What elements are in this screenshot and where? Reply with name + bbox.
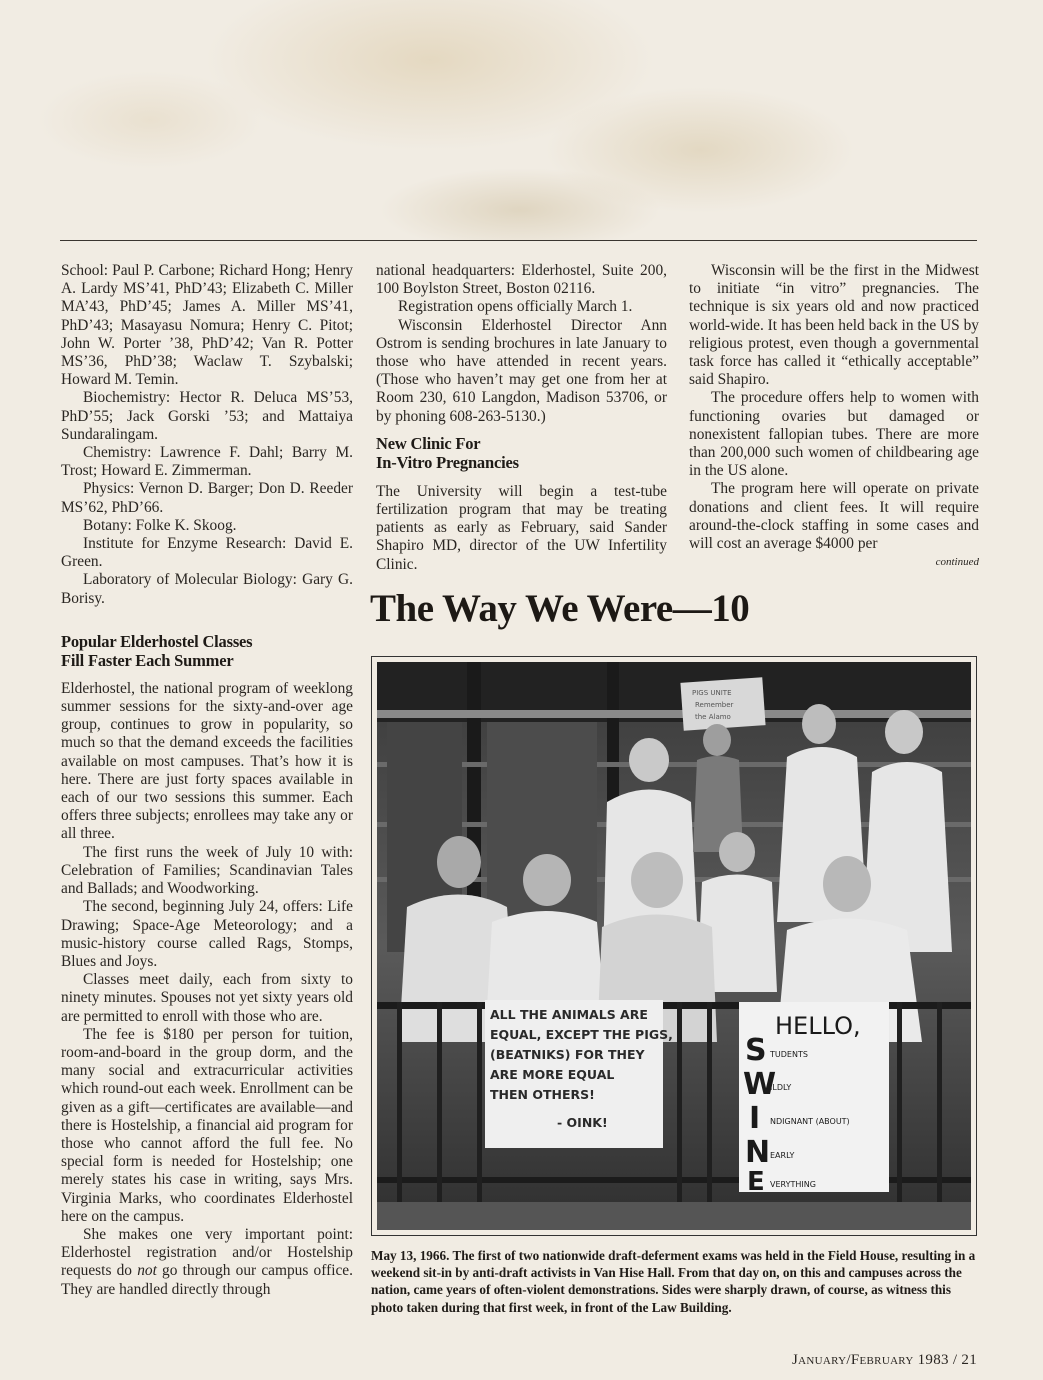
right-sign-letter-s: S — [745, 1033, 767, 1068]
continued-label: continued — [935, 556, 979, 569]
clinic-subhead — [376, 434, 667, 473]
faculty-list-botany: Botany: Folke K. Skoog. — [83, 516, 237, 534]
left-sign-line-3: (BEATNIKS) FOR THEY — [490, 1047, 645, 1062]
clinic-subhead-line2: In-Vitro Pregnancies — [376, 453, 519, 473]
registration-note: Registration opens officially March 1. — [398, 298, 633, 316]
ostrom-para: Wisconsin Elderhostel Director Ann Ostrom is sending brochures in late January to those who have attended in recent years. (Those who haven’t may get one from her at Room 230, 610 Langdon, Madison 53706, or by phoning 608-263-5130.) — [376, 316, 667, 425]
top-rule — [60, 240, 977, 241]
elderhostel-subhead — [61, 632, 353, 671]
faculty-list-molecular-biology: Laboratory of Molecular Biology: Gary G. Borisy. — [61, 571, 353, 607]
page-folio: January/February 1983 / 21 — [792, 1352, 977, 1368]
right-sign-word-4: EARLY — [770, 1151, 795, 1160]
right-sign-letter-w: W — [743, 1067, 777, 1102]
column-1 — [61, 262, 353, 1299]
faculty-list-biochemistry: Biochemistry: Hector R. Deluca MS’53, PhD’55; Jack Gorski ’53; and Mattaiya Sundaralingam. — [61, 389, 353, 443]
photo-caption: May 13, 1966. The first of two nationwide draft-deferment exams was held in the Field House, resulting in a weekend sit-in by anti-draft activists in Van Hise Hall. From that day on, on this and campuses across the nation, came years of often-violent demonstrations. Sides were sharply drawn, of course, as witness this photo taken during that first week, in front of the Law Building. — [371, 1248, 976, 1315]
protest-photo — [377, 662, 971, 1230]
elderhostel-para-6 — [61, 1226, 353, 1299]
faculty-list-chemistry: Chemistry: Lawrence F. Dahl; Barry M. Trost; Howard E. Zimmerman. — [61, 444, 353, 480]
left-sign-line-2: EQUAL, EXCEPT THE PIGS, — [490, 1027, 673, 1042]
elderhostel-subhead-line2: Fill Faster Each Summer — [61, 651, 234, 671]
elderhostel-para-5: The fee is $180 per person for tuition, room-and-board in the group dorm, and the many social and extracurricular activities which round-out each week. Enrollment can be given as a gift—certificates are available—and there is Hostelship, a financial aid program for those who cannot afford the full fee. No special form is needed for Hostelship; one merely states his case in writing, says Mrs. Virginia Marks, who coordinates Elderhostel here on the campus. — [61, 1025, 353, 1225]
para-6-part-a: She makes one very important point: Elderhostel registration and/or Hostelship requests do — [61, 1225, 353, 1280]
back-sign-text-2: Remember — [695, 701, 734, 709]
clinic-para-4: The program here will operate on private donations and client fees. It will require around-the-clock staffing in some cases and will cost an average $4000 per — [689, 480, 979, 553]
clinic-subhead-line1: New Clinic For — [376, 433, 481, 453]
right-sign-letter-e: E — [747, 1167, 765, 1197]
right-sign-word-1: TUDENTS — [770, 1050, 808, 1059]
clinic-para-2: Wisconsin will be the first in the Midwest to initiate “in vitro” pregnancies. The technique is six years old and now practiced world-wide. It has been held back in the US by religious protest, even though a governmental task force has called it “ethically acceptable” said Shapiro. — [689, 262, 979, 389]
elderhostel-para-1: Elderhostel, the national program of weeklong summer sessions for the sixty-and-over age group, continues to grow in popularity, so much so that the demand exceeds the facilities available on most campuses. That’s how it is here. There are just forty spaces available in each of our two sessions this summer. Each offers three subjects; enrollees may take any or all three. — [61, 679, 353, 843]
clinic-para-1: The University will begin a test-tube fertilization program that may be treating patients as early as February, said Sander Shapiro MD, director of the UW Infertility Clinic. — [376, 482, 667, 573]
photo-frame — [371, 656, 977, 1236]
elderhostel-para-4: Classes meet daily, each from sixty to ninety minutes. Spouses not yet sixty years old are permitted to enroll with those who are. — [61, 971, 353, 1025]
right-sign-letter-n: N — [745, 1135, 771, 1170]
column-2 — [376, 262, 667, 574]
left-sign-line-1: ALL THE ANIMALS ARE — [490, 1007, 648, 1022]
feature-headline: The Way We Were—10 — [370, 587, 750, 630]
column-3 — [689, 262, 979, 571]
right-sign-word-3: NDIGNANT (ABOUT) — [770, 1117, 850, 1126]
elderhostel-address: national headquarters: Elderhostel, Suite 200, 100 Boylston Street, Boston 02116. — [376, 262, 667, 298]
back-sign-text-1: PIGS UNITE — [692, 689, 732, 697]
para-6-part-b: go through our campus office. They are handled directly through — [61, 1262, 353, 1298]
left-sign-line-5: THEN OTHERS! — [490, 1087, 595, 1102]
back-sign-text-3: the Alamo — [695, 713, 731, 721]
faculty-list-school: School: Paul P. Carbone; Richard Hong; Henry A. Lardy MS’41, PhD’43; Elizabeth C. Miller MA’43, PhD’45; James A. Miller MS’41, PhD’43; Masayasu Nomura; Henry C. Pitot; John W. Porter ’38, PhD’42; Van R. Potter MS’36, PhD’38; Waclaw T. Szybalski; Howard M. Temin. — [61, 262, 353, 389]
elderhostel-para-2: The first runs the week of July 10 with: Celebration of Families; Scandinavian Tales and Ballads; and Woodworking. — [61, 843, 353, 898]
elderhostel-para-3: The second, beginning July 24, offers: Life Drawing; Space-Age Meteorology; and a music-history course called Rags, Stomps, Blues and Joys. — [61, 898, 353, 970]
water-stain — [0, 0, 1043, 240]
right-sign-word-2: ILDLY — [770, 1083, 792, 1092]
left-sign-line-4: ARE MORE EQUAL — [490, 1067, 615, 1082]
elderhostel-subhead-line1: Popular Elderhostel Classes — [61, 631, 253, 651]
right-sign-title: HELLO, — [775, 1012, 861, 1040]
faculty-list-enzyme: Institute for Enzyme Research: David E. Green. — [61, 535, 353, 571]
faculty-list-physics: Physics: Vernon D. Barger; Don D. Reeder MS’62, PhD’66. — [61, 480, 353, 516]
right-sign-letter-i: I — [749, 1101, 761, 1136]
right-sign-word-5: VERYTHING — [770, 1180, 816, 1189]
para-6-emphasis: not — [137, 1262, 157, 1280]
clinic-para-3: The procedure offers help to women with functioning ovaries but damaged or nonexistent fallopian tubes. There are more than 200,000 such women of childbearing age in the US alone. — [689, 389, 979, 480]
left-sign-line-6: - OINK! — [557, 1115, 608, 1130]
